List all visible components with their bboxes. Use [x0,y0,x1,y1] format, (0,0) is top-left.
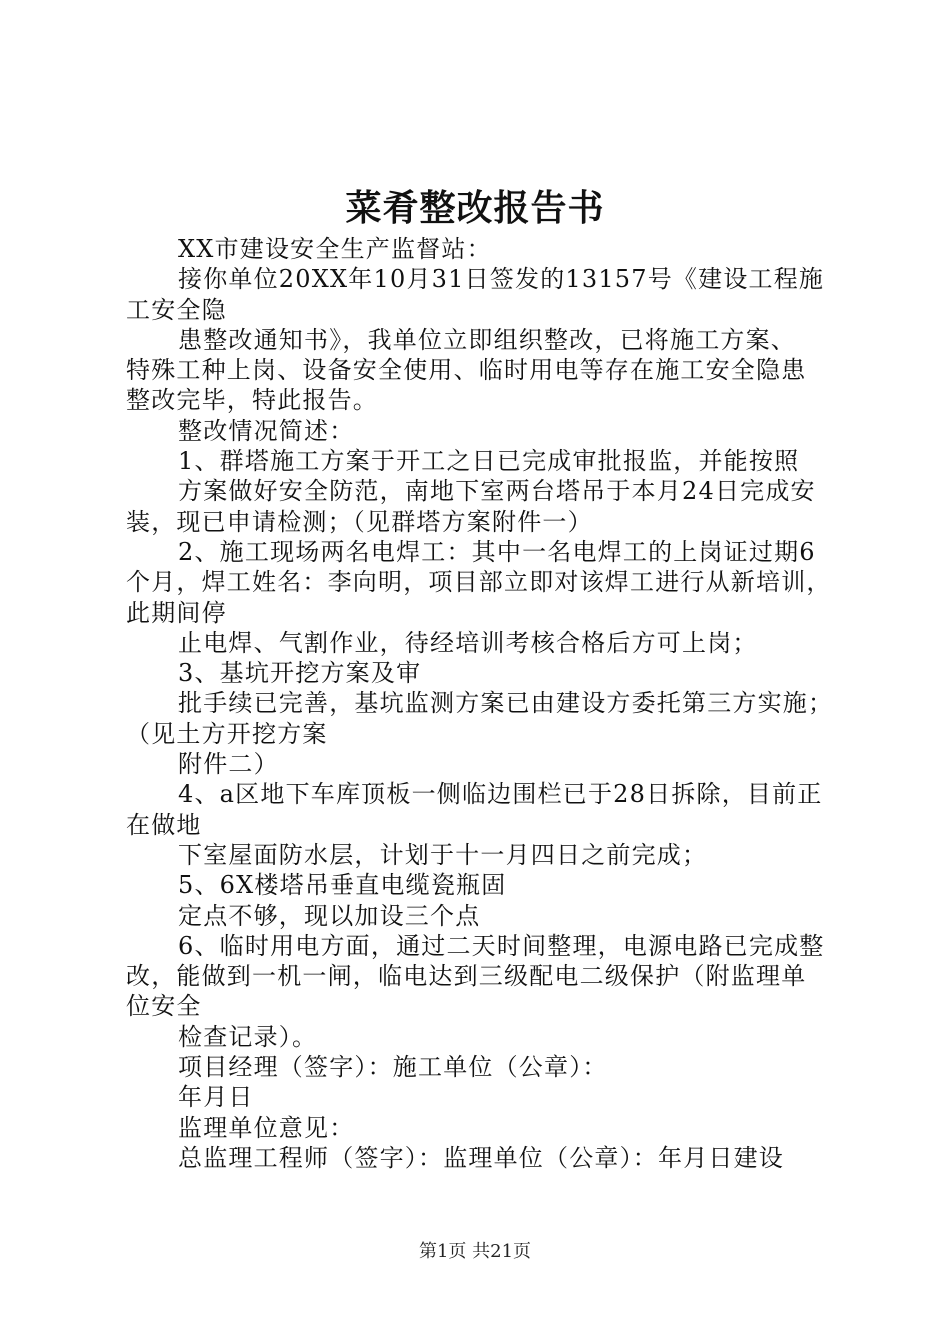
body-line: 定点不够，现以加设三个点 [178,901,481,930]
body-line: 此期间停 [126,598,227,627]
body-line: 下室屋面防水层，计划于十一月四日之前完成； [178,840,708,869]
body-line: 5、6X楼塔吊垂直电缆瓷瓶固 [178,871,507,900]
body-line: 总监理工程师（签字）：监理单位（公章）：年月日建设 [178,1143,784,1172]
body-line: 4、a区地下车库顶板一侧临边围栏已于28日拆除，目前正 [178,780,823,809]
body-line: 患整改通知书》，我单位立即组织整改，已将施工方案、 [178,325,796,354]
body-line: XX市建设安全生产监督站： [178,235,492,263]
body-line: 批手续已完善，基坑监测方案已由建设方委托第三方实施； [178,689,834,718]
body-line: 检查记录）。 [178,1022,318,1051]
body-line: 装，现已申请检测；（见群塔方案附件一） [126,507,593,536]
document-title: 菜肴整改报告书 [345,187,605,229]
body-line: 在做地 [126,810,202,839]
body-line: （见土方开挖方案 [126,719,328,748]
page-footer: 第1页 共21页 [418,1241,532,1262]
body-line: 6、临时用电方面，通过二天时间整理，电源电路已完成整 [178,931,825,960]
body-line: 2、施工现场两名电焊工：其中一名电焊工的上岗证过期6 [178,537,816,566]
body-line: 整改完毕，特此报告。 [126,386,378,415]
body-line: 监理单位意见： [178,1113,355,1142]
body-line: 3、基坑开挖方案及审 [178,659,422,688]
body-line: 1、群塔施工方案于开工之日已完成审批报监，并能按照 [178,447,800,476]
body-line: 接你单位20XX年10月31日签发的13157号《建设工程施 [178,265,825,294]
body-line: 项目经理（签字）：施工单位（公章）： [178,1053,608,1082]
body-line: 工安全隐 [126,295,227,324]
body-line: 年月日 [178,1083,254,1112]
body-line: 改，能做到一机一闸，临电达到三级配电二级保护（附监理单 [126,962,807,991]
document-body [126,234,838,1173]
body-line: 止电焊、气割作业，待经培训考核合格后方可上岗； [178,628,758,657]
body-line: 个月，焊工姓名：李向明，项目部立即对该焊工进行从新培训， [126,568,832,597]
body-line: 位安全 [126,992,202,1021]
body-line: 特殊工种上岗、设备安全使用、临时用电等存在施工安全隐患 [126,356,807,385]
body-line: 方案做好安全防范，南地下室两台塔吊于本月24日完成安 [178,477,816,506]
body-line: 附件二） [178,750,279,779]
body-line: 整改情况简述： [178,416,355,445]
